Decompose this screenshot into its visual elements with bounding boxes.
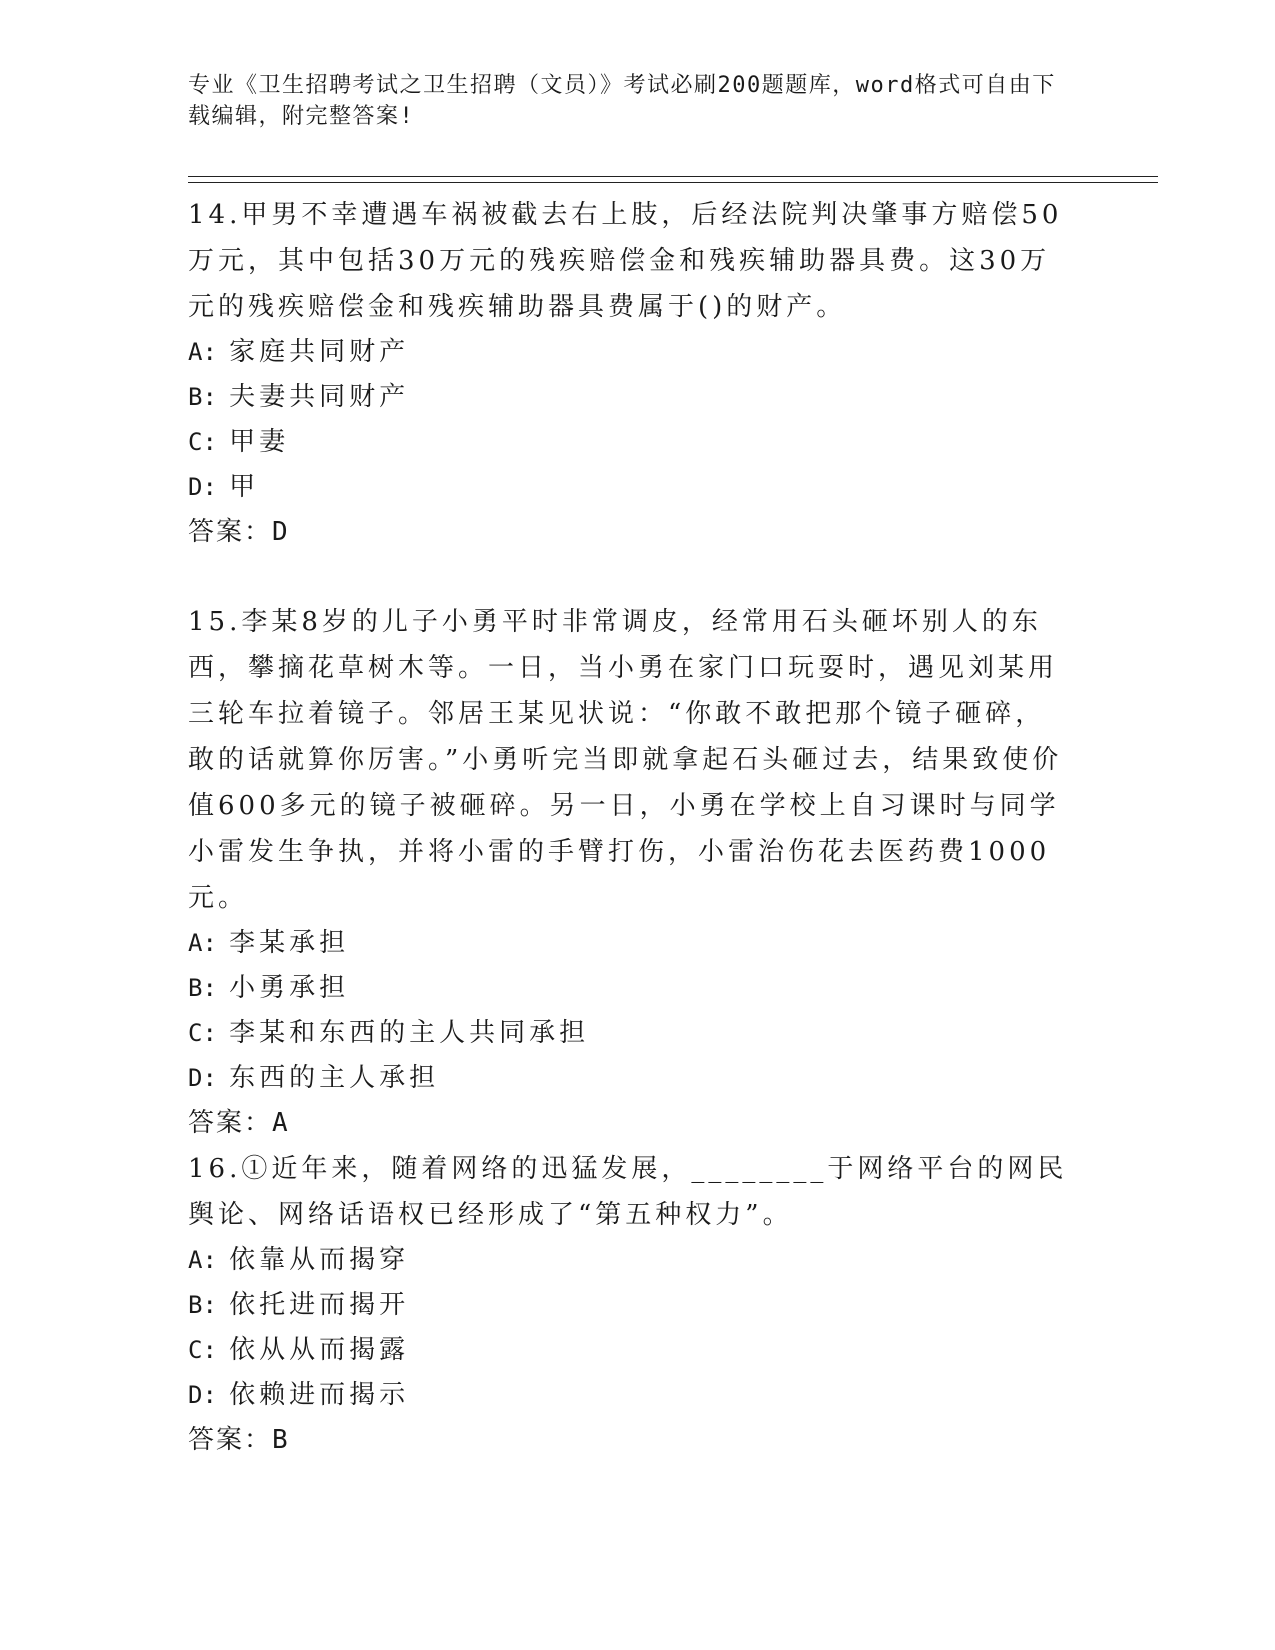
answer-label: 答案： [188,1425,273,1455]
question-14 [188,192,1068,555]
option-d [188,1373,1068,1418]
option-text: 甲妻 [229,427,290,457]
question-16 [188,1146,1068,1463]
answer-label: 答案： [188,1108,273,1138]
header-divider [188,182,1158,183]
option-key: A: [188,338,217,366]
option-key: C: [188,1019,217,1047]
answer-value: D [272,517,290,547]
answer-line [188,1418,1068,1463]
option-key: B: [188,974,217,1002]
option-text: 李某承担 [229,928,350,958]
option-d [188,465,1068,510]
option-text: 甲 [229,472,260,502]
answer-line [188,1101,1068,1146]
option-b [188,966,1068,1011]
answer-value: B [272,1425,290,1455]
option-text: 东西的主人承担 [229,1063,440,1093]
answer-label: 答案： [188,517,273,547]
option-text: 李某和东西的主人共同承担 [229,1018,590,1048]
question-stem: 16.①近年来，随着网络的迅猛发展，________于网络平台的网民舆论、网络话语权已经形成了“第五种权力”。 [188,1154,1068,1230]
option-key: D: [188,473,217,501]
option-b [188,375,1068,420]
option-key: D: [188,1064,217,1092]
option-b [188,1283,1068,1328]
option-key: A: [188,1246,217,1274]
option-a [188,921,1068,966]
option-c [188,1011,1068,1056]
option-key: C: [188,428,217,456]
answer-value: A [272,1108,290,1138]
header-divider [188,176,1158,177]
option-text: 夫妻共同财产 [229,382,410,412]
option-d [188,1056,1068,1101]
option-text: 依靠从而揭穿 [229,1245,410,1275]
option-key: C: [188,1336,217,1364]
option-text: 小勇承担 [229,973,350,1003]
option-text: 依从从而揭露 [229,1335,410,1365]
option-text: 依托进而揭开 [229,1290,410,1320]
option-text: 依赖进而揭示 [229,1380,410,1410]
option-c [188,1328,1068,1373]
option-key: B: [188,1291,217,1319]
document-header: 专业《卫生招聘考试之卫生招聘（文员）》考试必刷200题题库，word格式可自由下载编辑，附完整答案! [188,73,1056,129]
question-stem: 14.甲男不幸遭遇车祸被截去右上肢，后经法院判决肇事方赔偿50万元，其中包括30万元的残疾赔偿金和残疾辅助器具费。这30万元的残疾赔偿金和残疾辅助器具费属于()的财产。 [188,200,1063,322]
question-15 [188,599,1068,1146]
answer-line [188,510,1068,555]
question-stem: 15.李某8岁的儿子小勇平时非常调皮，经常用石头砸坏别人的东西，攀摘花草树木等。一日，当小勇在家门口玩耍时，遇见刘某用三轮车拉着镜子。邻居王某见状说：“你敢不敢把那个镜子砸碎，敢的话就算你厉害。”小勇听完当即就拿起石头砸过去，结果致使价值600多元的镜子被砸碎。另一日，小勇在学校上自习课时与同学小雷发生争执，并将小雷的手臂打伤，小雷治伤花去医药费1000元。 [188,607,1063,913]
option-key: B: [188,383,217,411]
option-a [188,1238,1068,1283]
option-c [188,420,1068,465]
option-a [188,330,1068,375]
option-key: A: [188,929,217,957]
option-key: D: [188,1381,217,1409]
option-text: 家庭共同财产 [229,337,410,367]
